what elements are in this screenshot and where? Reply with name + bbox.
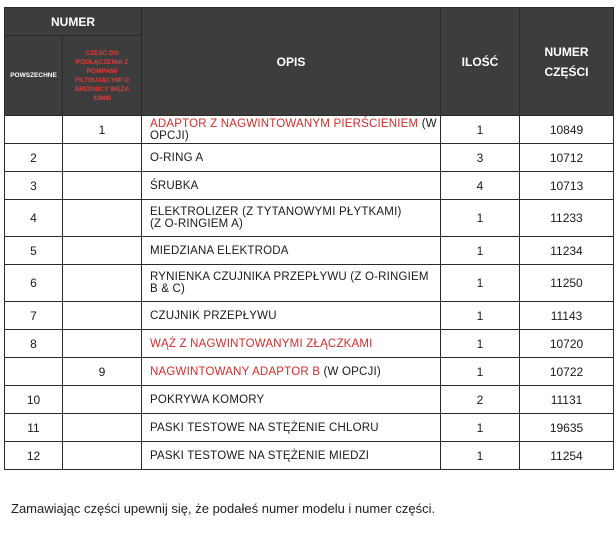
- common-number-cell: 5: [5, 237, 63, 265]
- quantity-cell: 1: [441, 358, 520, 386]
- part-number-cell: 11254: [520, 442, 614, 470]
- quantity-cell: 3: [441, 144, 520, 172]
- alt-number-cell: 1: [63, 116, 142, 144]
- part-number-cell: 11250: [520, 265, 614, 302]
- description-cell: [142, 172, 441, 200]
- description-text: PASKI TESTOWE NA STĘŻENIE CHLORU: [150, 421, 379, 434]
- table-row: [5, 237, 614, 265]
- description-text: (W OPCJI): [150, 117, 437, 142]
- description-cell: [142, 330, 441, 358]
- description-text: O-RING A: [150, 151, 204, 164]
- order-note: Zamawiając części upewnij się, że podałeś numer modelu i numer części.: [11, 501, 436, 516]
- part-number-cell: 10849: [520, 116, 614, 144]
- part-number-cell: 19635: [520, 414, 614, 442]
- description-text: PASKI TESTOWE NA STĘŻENIE MIEDZI: [150, 449, 370, 462]
- alt-number-cell: [63, 302, 142, 330]
- table-row: [5, 116, 614, 144]
- description-red-text: NAGWINTOWANY ADAPTOR B: [150, 365, 321, 378]
- common-number-cell: 11: [5, 414, 63, 442]
- part-number-cell: 11131: [520, 386, 614, 414]
- table-row: [5, 442, 614, 470]
- part-number-cell: 10712: [520, 144, 614, 172]
- alt-number-cell: [63, 442, 142, 470]
- description-red-text: ADAPTOR Z NAGWINTOWANYM PIERŚCIENIEM: [150, 117, 419, 130]
- description-cell: [142, 144, 441, 172]
- table-row: [5, 144, 614, 172]
- quantity-cell: 2: [441, 386, 520, 414]
- alt-number-cell: 9: [63, 358, 142, 386]
- quantity-cell: 1: [441, 237, 520, 265]
- parts-table: [4, 7, 614, 470]
- part-number-cell: 11233: [520, 200, 614, 237]
- description-cell: [142, 414, 441, 442]
- common-number-cell: 12: [5, 442, 63, 470]
- common-number-cell: 7: [5, 302, 63, 330]
- description-text: ŚRUBKA: [150, 179, 199, 192]
- alt-number-cell: [63, 330, 142, 358]
- part-number-cell: 10722: [520, 358, 614, 386]
- common-number-cell: 10: [5, 386, 63, 414]
- description-cell: [142, 302, 441, 330]
- alt-number-cell: [63, 200, 142, 237]
- quantity-cell: 1: [441, 442, 520, 470]
- part-number-cell: 11143: [520, 302, 614, 330]
- opis-header: OPIS: [142, 8, 441, 116]
- description-text-line2: B & C): [150, 283, 186, 295]
- table-row: [5, 414, 614, 442]
- part-number-cell: 11234: [520, 237, 614, 265]
- alt-number-cell: [63, 414, 142, 442]
- common-number-cell: 8: [5, 330, 63, 358]
- description-text: (W OPCJI): [320, 365, 381, 378]
- common-number-cell: 2: [5, 144, 63, 172]
- common-number-cell: 3: [5, 172, 63, 200]
- description-text: RYNIENKA CZUJNIKA PRZEPŁYWU (Z O-RINGIEM: [150, 271, 429, 283]
- table-row: [5, 200, 614, 237]
- description-red-text: WĄŻ Z NAGWINTOWANYMI ZŁĄCZKAMI: [150, 337, 373, 350]
- description-cell: [142, 116, 441, 144]
- alt-number-cell: [63, 144, 142, 172]
- numer-czesci-line1: NUMER: [544, 44, 589, 59]
- part-number-cell: 10713: [520, 172, 614, 200]
- czesc-do-header: CZĘŚĆ DO PODŁĄCZENIA Z POMPAMI FILTRUJĄCYMI O ŚREDNICY WĘŻA 32MM: [63, 36, 142, 116]
- quantity-cell: 4: [441, 172, 520, 200]
- description-cell: [142, 237, 441, 265]
- quantity-cell: 1: [441, 302, 520, 330]
- table-row: [5, 330, 614, 358]
- numer-czesci-header: [520, 8, 614, 116]
- common-number-cell: [5, 116, 63, 144]
- table-row: [5, 265, 614, 302]
- quantity-cell: 1: [441, 116, 520, 144]
- alt-number-cell: [63, 237, 142, 265]
- table-body: [5, 116, 614, 470]
- alt-number-cell: [63, 172, 142, 200]
- quantity-cell: 1: [441, 265, 520, 302]
- common-number-cell: 4: [5, 200, 63, 237]
- description-text: CZUJNIK PRZEPŁYWU: [150, 309, 277, 322]
- description-cell: [142, 200, 441, 237]
- powszechne-header: POWSZECHNE: [5, 36, 63, 116]
- alt-number-cell: [63, 265, 142, 302]
- table-row: [5, 172, 614, 200]
- numer-header: NUMER: [5, 8, 142, 36]
- part-number-cell: 10720: [520, 330, 614, 358]
- ilosc-header: ILOŚĆ: [441, 8, 520, 116]
- common-number-cell: 6: [5, 265, 63, 302]
- description-text: ELEKTROLIZER (Z TYTANOWYMI PŁYTKAMI): [150, 206, 402, 218]
- description-text: POKRYWA KOMORY: [150, 393, 265, 406]
- quantity-cell: 1: [441, 414, 520, 442]
- alt-number-cell: [63, 386, 142, 414]
- common-number-cell: [5, 358, 63, 386]
- table-row: [5, 358, 614, 386]
- quantity-cell: 1: [441, 330, 520, 358]
- table-row: [5, 302, 614, 330]
- description-cell: [142, 358, 441, 386]
- table-row: [5, 386, 614, 414]
- description-text: MIEDZIANA ELEKTRODA: [150, 244, 289, 257]
- quantity-cell: 1: [441, 200, 520, 237]
- description-text-line2: (Z O-RINGIEM A): [150, 218, 244, 230]
- description-cell: [142, 265, 441, 302]
- numer-czesci-line2: CZĘŚCI: [544, 64, 589, 79]
- description-cell: [142, 386, 441, 414]
- description-cell: [142, 442, 441, 470]
